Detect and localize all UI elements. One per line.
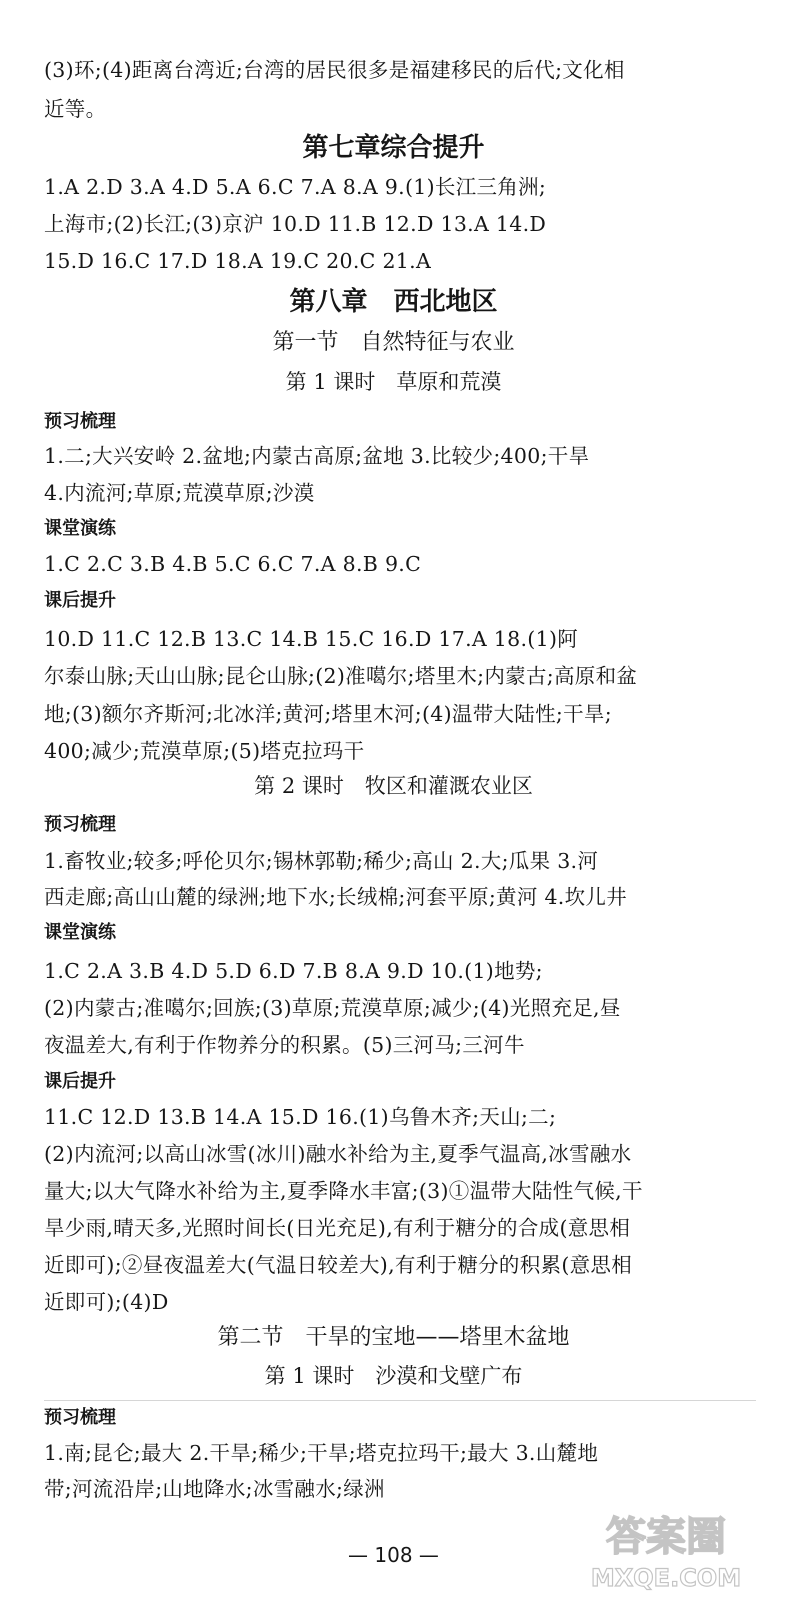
subheading-preview: 预习梳理 bbox=[44, 814, 116, 835]
answer-line: 1.A 2.D 3.A 4.D 5.A 6.C 7.A 8.A 9.(1)长江三角洲; bbox=[44, 175, 547, 199]
divider bbox=[44, 1400, 756, 1401]
subheading-after: 课后提升 bbox=[44, 590, 116, 611]
answer-line: 1.C 2.C 3.B 4.B 5.C 6.C 7.A 8.B 9.C bbox=[44, 552, 422, 576]
subheading-preview: 预习梳理 bbox=[44, 411, 116, 432]
answer-line: 近等。 bbox=[44, 97, 107, 121]
answer-line: 旱少雨,晴天多,光照时间长(日光充足),有利于糖分的合成(意思相 bbox=[44, 1216, 631, 1240]
subheading-class: 课堂演练 bbox=[44, 922, 116, 943]
chapter-title: 第八章 西北地区 bbox=[289, 287, 498, 317]
section-title: 第一节 自然特征与农业 bbox=[272, 330, 515, 355]
answer-line: (3)环;(4)距离台湾近;台湾的居民很多是福建移民的后代;文化相 bbox=[44, 58, 625, 82]
answer-line: 1.畜牧业;较多;呼伦贝尔;锡林郭勒;稀少;高山 2.大;瓜果 3.河 bbox=[44, 849, 599, 873]
lesson-title: 第 1 课时 草原和荒漠 bbox=[285, 370, 502, 394]
answer-line: 夜温差大,有利于作物养分的积累。(5)三河马;三河牛 bbox=[44, 1033, 525, 1057]
answer-line: 地;(3)额尔齐斯河;北冰洋;黄河;塔里木河;(4)温带大陆性;干旱; bbox=[44, 702, 612, 726]
svg-text:答案圈: 答案圈 bbox=[606, 1514, 726, 1560]
answer-line: 西走廊;高山山麓的绿洲;地下水;长绒棉;河套平原;黄河 4.坎儿井 bbox=[44, 885, 628, 909]
answer-line: 400;减少;荒漠草原;(5)塔克拉玛干 bbox=[44, 739, 365, 763]
answer-line: 1.南;昆仑;最大 2.干旱;稀少;干旱;塔克拉玛干;最大 3.山麓地 bbox=[44, 1441, 599, 1465]
answer-line: 量大;以大气降水补给为主,夏季降水丰富;(3)①温带大陆性气候,干 bbox=[44, 1179, 643, 1203]
subheading-class: 课堂演练 bbox=[44, 518, 116, 539]
answer-line: 近即可);②昼夜温差大(气温日较差大),有利于糖分的积累(意思相 bbox=[44, 1253, 633, 1277]
answer-line: 15.D 16.C 17.D 18.A 19.C 20.C 21.A bbox=[44, 249, 432, 273]
lesson-title: 第 1 课时 沙漠和戈壁广布 bbox=[264, 1364, 523, 1388]
answer-line: 尔泰山脉;天山山脉;昆仑山脉;(2)准噶尔;塔里木;内蒙古;高原和盆 bbox=[44, 664, 638, 688]
answer-line: 上海市;(2)长江;(3)京沪 10.D 11.B 12.D 13.A 14.D bbox=[44, 212, 547, 236]
answer-line: 带;河流沿岸;山地降水;冰雪融水;绿洲 bbox=[44, 1477, 385, 1501]
lesson-title: 第 2 课时 牧区和灌溉农业区 bbox=[254, 774, 533, 798]
subheading-after: 课后提升 bbox=[44, 1071, 116, 1092]
watermark-logo bbox=[559, 1498, 773, 1594]
section-title: 第二节 干旱的宝地——塔里木盆地 bbox=[217, 1325, 570, 1350]
answer-line: 4.内流河;草原;荒漠草原;沙漠 bbox=[44, 481, 315, 505]
page-number: — 108 — bbox=[348, 1543, 439, 1567]
answer-line: 10.D 11.C 12.B 13.C 14.B 15.C 16.D 17.A 18.(1)阿 bbox=[44, 627, 579, 651]
answer-line: 11.C 12.D 13.B 14.A 15.D 16.(1)乌鲁木齐;天山;二; bbox=[44, 1105, 557, 1129]
chapter-title: 第七章综合提升 bbox=[302, 133, 485, 163]
answer-line: 1.二;大兴安岭 2.盆地;内蒙古高原;盆地 3.比较少;400;干旱 bbox=[44, 444, 590, 468]
answer-line: (2)内流河;以高山冰雪(冰川)融水补给为主,夏季气温高,冰雪融水 bbox=[44, 1142, 632, 1166]
subheading-preview: 预习梳理 bbox=[44, 1407, 116, 1428]
svg-text:MXQE.COM: MXQE.COM bbox=[590, 1564, 742, 1592]
answer-line: 近即可);(4)D bbox=[44, 1290, 169, 1314]
answer-line: 1.C 2.A 3.B 4.D 5.D 6.D 7.B 8.A 9.D 10.(1)地势; bbox=[44, 959, 543, 983]
answer-line: (2)内蒙古;准噶尔;回族;(3)草原;荒漠草原;减少;(4)光照充足,昼 bbox=[44, 996, 621, 1020]
